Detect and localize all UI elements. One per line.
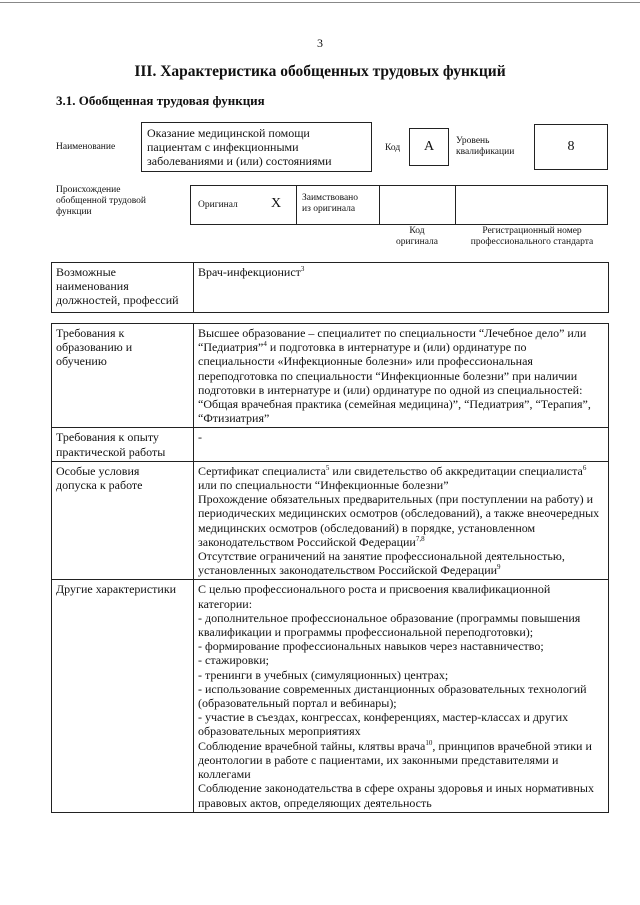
conditions-value [194, 461, 609, 580]
education-text: и подготовка в интернатуре и (или) ординатуре по специальности «Инфекционные болезни» или профессиональная переподготовка по специальности “Инфекционные болезни” при наличии подготовки в интернатуре и (или) ординатуре по одной из специальностей: “Общая врачебная практика (семейная медицина)”, “Педиатрия”, “Терапия”, “Фтизиатрия” [198, 340, 591, 426]
code-original-caption-line: оригинала [396, 237, 438, 247]
code-original-caption-line: Код [409, 226, 425, 236]
footnote-ref: 3 [300, 265, 305, 273]
education-label [52, 324, 194, 428]
conditions-paragraph [198, 492, 604, 549]
conditions-label-line: Особые условия [56, 463, 140, 478]
level-value-box [534, 124, 608, 170]
borrowed-label-line: из оригинала [302, 204, 356, 214]
conditions-label-line: допуска к работе [56, 478, 143, 493]
conditions-row [52, 461, 609, 580]
conditions-label [52, 461, 194, 580]
conditions-text: или свидетельство об аккредитации специалиста [329, 463, 583, 478]
code-label: Код [385, 143, 401, 153]
other-item: - участие в съездах, конгрессах, конференциях, мастер-классах и других образовательных мероприятиях [198, 710, 569, 739]
other-item: - тренинги в учебных (симуляционных) центрах; [198, 667, 449, 682]
positions-value-text: Врач-инфекционист [198, 265, 301, 279]
borrowed-label-line: Заимствовано [302, 193, 359, 203]
other-item: - формирование профессиональных навыков через наставничество; [198, 639, 544, 654]
positions-label-line: наименования [56, 279, 129, 294]
origin-divider [296, 185, 297, 225]
other-text: Соблюдение врачебной тайны, клятвы врача [198, 738, 426, 753]
positions-label-line: должностей, профессий [56, 293, 179, 308]
education-label-line: образованию и [56, 340, 133, 355]
name-value-line: Оказание медицинской помощи [147, 126, 310, 140]
registration-caption [448, 226, 616, 248]
positions-label-line: Возможные [56, 265, 116, 279]
origin-divider [455, 185, 456, 225]
subsection-title: 3.1. Обобщенная трудовая функция [56, 93, 265, 108]
registration-caption-line: Регистрационный номер [482, 226, 582, 236]
level-value: 8 [567, 139, 575, 154]
scan-top-edge [0, 2, 640, 3]
experience-label-line: Требования к опыту [56, 430, 159, 445]
level-label [456, 136, 514, 158]
code-value-box [409, 128, 449, 166]
experience-row [52, 428, 609, 461]
registration-caption-line: профессионального стандарта [470, 237, 594, 247]
footnote-ref: 5 [325, 463, 330, 472]
origin-divider [379, 185, 380, 225]
name-value-line: пациентам с инфекционными [147, 140, 299, 154]
level-label-line: квалификации [456, 147, 515, 157]
education-label-line: обучению [56, 354, 107, 369]
other-item: - использование современных дистанционных образовательных технологий (образовательный портал и вебинары); [198, 681, 587, 711]
experience-value: - [194, 428, 609, 461]
experience-label-line: практической работы [56, 444, 166, 459]
conditions-paragraph [198, 464, 604, 492]
positions-label [52, 263, 194, 313]
origin-label-line: обобщенной трудовой [56, 196, 146, 206]
origin-label-line: функции [56, 207, 92, 217]
footnote-ref: 9 [497, 563, 501, 572]
code-original-caption [385, 226, 449, 248]
origin-label-line: Происхождение [56, 185, 121, 195]
page-number: 3 [317, 36, 323, 50]
education-value [194, 324, 609, 428]
education-row [52, 324, 609, 428]
experience-label [52, 428, 194, 461]
footnote-ref: 4 [263, 340, 267, 349]
conditions-text: Сертификат специалиста [198, 463, 326, 478]
footnote-ref: 7,8 [415, 534, 425, 543]
name-value-line: заболеваниями и (или) состояниями [147, 154, 332, 168]
other-paragraph [198, 739, 604, 782]
name-label: Наименование [56, 142, 116, 152]
other-paragraph: Соблюдение законодательства в сфере охраны здоровья и иных нормативных правовых актов, определяющих деятельность [198, 781, 594, 810]
origin-box [190, 185, 608, 225]
level-label-line: Уровень [456, 136, 490, 146]
positions-table [51, 262, 609, 313]
origin-label [56, 185, 146, 218]
other-value [194, 580, 609, 812]
code-value: A [423, 139, 435, 154]
original-mark: X [271, 196, 282, 211]
original-label: Оригинал [198, 200, 238, 210]
borrowed-label [302, 193, 358, 215]
positions-row [52, 263, 609, 313]
footnote-ref: 10 [425, 738, 433, 747]
conditions-paragraph [198, 549, 604, 577]
requirements-table [51, 323, 609, 813]
conditions-text: Отсутствие ограничений на занятие профессиональной деятельностью, установленных законодательством Российской Федерации [198, 549, 565, 578]
section-title: III. Характеристика обобщенных трудовых функций [134, 63, 506, 80]
education-text: Высшее образование – специалитет по специальности “Лечебное дело” или “Педиатрия” [198, 326, 587, 355]
conditions-text: или по специальности “Инфекционные болезни” [198, 478, 449, 493]
other-item: - стажировки; [198, 653, 270, 668]
positions-value [194, 263, 609, 313]
other-label: Другие характеристики [52, 580, 194, 812]
other-row [52, 580, 609, 812]
other-intro: С целью профессионального роста и присвоения квалификационной категории: [198, 582, 551, 611]
conditions-text: Прохождение обязательных предварительных (при поступлении на работу) и периодических медицинских осмотров (обследований), а также внеочередных медицинских осмотров (обследований) в порядке, установленном законодательством Российской Федерации [198, 492, 600, 549]
name-value-box [141, 122, 372, 172]
other-text: , принципов врачебной этики и деонтологии в работе с пациентами, их законными представителями и коллегами [198, 738, 592, 782]
education-label-line: Требования к [56, 326, 125, 340]
other-item: - дополнительное профессиональное образование (программы повышения квалификации и программы профессиональной переподготовки); [198, 610, 581, 640]
footnote-ref: 6 [582, 463, 587, 472]
